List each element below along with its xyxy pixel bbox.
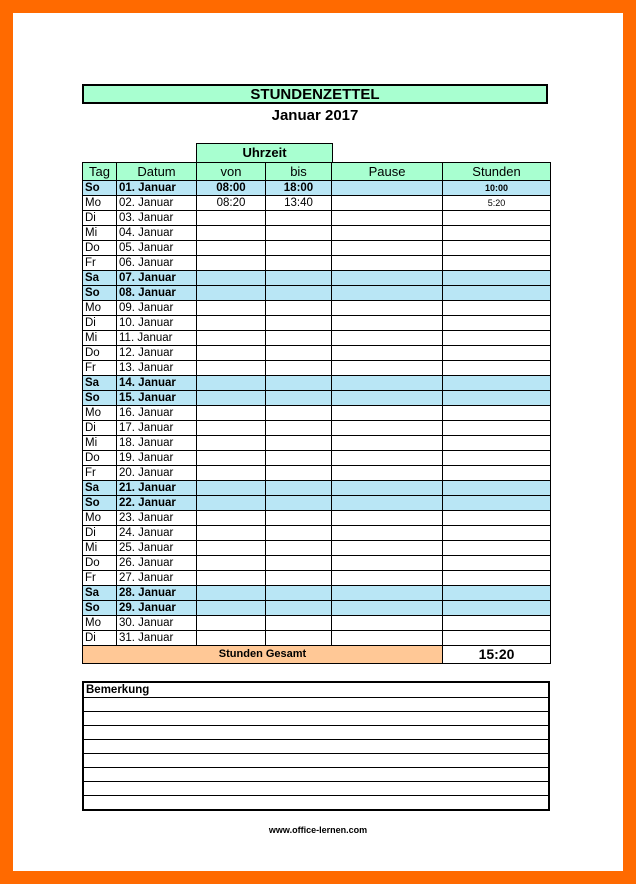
cell-pause[interactable] <box>332 556 443 571</box>
cell-tag: So <box>83 391 117 406</box>
cell-datum: 05. Januar <box>117 241 197 256</box>
cell-stunden[interactable] <box>443 316 551 331</box>
cell-von[interactable] <box>197 421 266 436</box>
cell-pause[interactable] <box>332 466 443 481</box>
cell-von[interactable] <box>197 586 266 601</box>
cell-tag: Do <box>83 451 117 466</box>
cell-stunden[interactable] <box>443 511 551 526</box>
cell-von[interactable] <box>197 481 266 496</box>
cell-tag: So <box>83 286 117 301</box>
cell-datum: 12. Januar <box>117 346 197 361</box>
cell-bis[interactable] <box>266 271 332 286</box>
cell-tag: Mo <box>83 196 117 211</box>
remarks-box <box>82 681 550 811</box>
cell-pause[interactable] <box>332 301 443 316</box>
table-row <box>83 496 551 511</box>
cell-bis[interactable] <box>266 256 332 271</box>
cell-datum: 22. Januar <box>117 496 197 511</box>
cell-tag: Mo <box>83 616 117 631</box>
cell-stunden[interactable] <box>443 376 551 391</box>
cell-stunden[interactable] <box>443 571 551 586</box>
cell-bis[interactable] <box>266 556 332 571</box>
remark-line[interactable] <box>84 796 548 809</box>
cell-von[interactable] <box>197 526 266 541</box>
cell-tag: Mo <box>83 406 117 421</box>
cell-bis[interactable] <box>266 346 332 361</box>
cell-stunden[interactable]: 10:00 <box>443 181 551 196</box>
cell-von[interactable] <box>197 496 266 511</box>
cell-datum: 31. Januar <box>117 631 197 646</box>
cell-tag: Fr <box>83 256 117 271</box>
cell-pause[interactable] <box>332 631 443 646</box>
cell-datum: 29. Januar <box>117 601 197 616</box>
cell-stunden[interactable] <box>443 556 551 571</box>
table-row <box>83 376 551 391</box>
cell-bis[interactable] <box>266 241 332 256</box>
table-row <box>83 421 551 436</box>
cell-stunden[interactable] <box>443 406 551 421</box>
cell-stunden[interactable] <box>443 256 551 271</box>
remark-line[interactable] <box>84 712 548 726</box>
cell-tag: Di <box>83 631 117 646</box>
table-row <box>83 271 551 286</box>
cell-datum: 24. Januar <box>117 526 197 541</box>
cell-datum: 03. Januar <box>117 211 197 226</box>
uhrzeit-header: Uhrzeit <box>196 143 333 163</box>
cell-bis[interactable] <box>266 511 332 526</box>
total-row <box>83 646 551 664</box>
cell-bis[interactable] <box>266 316 332 331</box>
cell-bis[interactable] <box>266 631 332 646</box>
header-von: von <box>197 163 266 181</box>
cell-datum: 10. Januar <box>117 316 197 331</box>
cell-bis[interactable] <box>266 331 332 346</box>
table-row <box>83 631 551 646</box>
cell-tag: Mo <box>83 511 117 526</box>
cell-stunden[interactable] <box>443 481 551 496</box>
cell-pause[interactable] <box>332 406 443 421</box>
cell-pause[interactable] <box>332 181 443 196</box>
cell-tag: Sa <box>83 586 117 601</box>
cell-pause[interactable] <box>332 241 443 256</box>
cell-von[interactable] <box>197 286 266 301</box>
header-tag: Tag <box>83 163 117 181</box>
cell-datum: 15. Januar <box>117 391 197 406</box>
cell-bis[interactable] <box>266 616 332 631</box>
cell-pause[interactable] <box>332 211 443 226</box>
table-row <box>83 226 551 241</box>
cell-von[interactable] <box>197 631 266 646</box>
cell-stunden[interactable] <box>443 451 551 466</box>
cell-datum: 28. Januar <box>117 586 197 601</box>
cell-bis[interactable] <box>266 526 332 541</box>
header-stunden: Stunden <box>443 163 551 181</box>
cell-pause[interactable] <box>332 541 443 556</box>
table-row <box>83 211 551 226</box>
cell-pause[interactable] <box>332 601 443 616</box>
cell-datum: 21. Januar <box>117 481 197 496</box>
remark-line[interactable] <box>84 726 548 740</box>
cell-pause[interactable] <box>332 361 443 376</box>
cell-pause[interactable] <box>332 481 443 496</box>
cell-bis[interactable] <box>266 361 332 376</box>
cell-stunden[interactable] <box>443 601 551 616</box>
cell-stunden[interactable] <box>443 286 551 301</box>
cell-stunden[interactable] <box>443 586 551 601</box>
cell-bis[interactable]: 18:00 <box>266 181 332 196</box>
cell-datum: 14. Januar <box>117 376 197 391</box>
cell-von[interactable] <box>197 301 266 316</box>
cell-tag: Do <box>83 346 117 361</box>
cell-stunden[interactable] <box>443 331 551 346</box>
table-row <box>83 586 551 601</box>
cell-datum: 13. Januar <box>117 361 197 376</box>
cell-tag: So <box>83 601 117 616</box>
cell-datum: 20. Januar <box>117 466 197 481</box>
cell-datum: 25. Januar <box>117 541 197 556</box>
table-row <box>83 526 551 541</box>
table-row <box>83 346 551 361</box>
cell-datum: 18. Januar <box>117 436 197 451</box>
cell-tag: Mi <box>83 541 117 556</box>
cell-tag: Di <box>83 316 117 331</box>
cell-pause[interactable] <box>332 436 443 451</box>
cell-von[interactable] <box>197 541 266 556</box>
table-row <box>83 361 551 376</box>
cell-stunden[interactable] <box>443 361 551 376</box>
cell-pause[interactable] <box>332 286 443 301</box>
cell-bis[interactable] <box>266 436 332 451</box>
total-label: Stunden Gesamt <box>83 646 443 664</box>
cell-datum: 06. Januar <box>117 256 197 271</box>
cell-stunden[interactable]: 5:20 <box>443 196 551 211</box>
cell-bis[interactable] <box>266 541 332 556</box>
table-row <box>83 511 551 526</box>
cell-von[interactable] <box>197 436 266 451</box>
cell-von[interactable] <box>197 451 266 466</box>
remark-line[interactable] <box>84 768 548 782</box>
timesheet-page <box>13 13 623 871</box>
remark-line[interactable] <box>84 754 548 768</box>
cell-stunden[interactable] <box>443 391 551 406</box>
page-subtitle: Januar 2017 <box>271 107 359 124</box>
cell-tag: Do <box>83 241 117 256</box>
cell-tag: Fr <box>83 571 117 586</box>
table-row <box>83 391 551 406</box>
header-bis: bis <box>266 163 332 181</box>
cell-datum: 19. Januar <box>117 451 197 466</box>
cell-von[interactable] <box>197 556 266 571</box>
cell-tag: Mi <box>83 436 117 451</box>
table-row <box>83 601 551 616</box>
cell-bis[interactable] <box>266 496 332 511</box>
cell-von[interactable] <box>197 571 266 586</box>
cell-datum: 04. Januar <box>117 226 197 241</box>
header-datum: Datum <box>117 163 197 181</box>
cell-tag: Sa <box>83 481 117 496</box>
cell-pause[interactable] <box>332 616 443 631</box>
cell-stunden[interactable] <box>443 421 551 436</box>
cell-von[interactable] <box>197 361 266 376</box>
cell-von[interactable] <box>197 391 266 406</box>
remarks-label: Bemerkung <box>84 683 548 698</box>
cell-stunden[interactable] <box>443 616 551 631</box>
cell-tag: Sa <box>83 376 117 391</box>
cell-stunden[interactable] <box>443 436 551 451</box>
cell-stunden[interactable] <box>443 211 551 226</box>
cell-stunden[interactable] <box>443 496 551 511</box>
cell-pause[interactable] <box>332 331 443 346</box>
cell-stunden[interactable] <box>443 346 551 361</box>
cell-pause[interactable] <box>332 346 443 361</box>
cell-von[interactable] <box>197 271 266 286</box>
cell-bis[interactable] <box>266 286 332 301</box>
table-row <box>83 331 551 346</box>
table-row <box>83 286 551 301</box>
cell-pause[interactable] <box>332 316 443 331</box>
cell-von[interactable] <box>197 406 266 421</box>
cell-stunden[interactable] <box>443 241 551 256</box>
page-title: STUNDENZETTEL <box>82 84 548 104</box>
table-row <box>83 181 551 196</box>
cell-pause[interactable] <box>332 376 443 391</box>
cell-pause[interactable] <box>332 511 443 526</box>
cell-pause[interactable] <box>332 271 443 286</box>
cell-datum: 30. Januar <box>117 616 197 631</box>
table-row <box>83 196 551 211</box>
cell-tag: Mo <box>83 301 117 316</box>
cell-bis[interactable] <box>266 481 332 496</box>
cell-von[interactable] <box>197 511 266 526</box>
cell-von[interactable]: 08:20 <box>197 196 266 211</box>
cell-bis[interactable] <box>266 391 332 406</box>
cell-tag: Mi <box>83 226 117 241</box>
cell-stunden[interactable] <box>443 466 551 481</box>
table-row <box>83 436 551 451</box>
cell-von[interactable] <box>197 466 266 481</box>
cell-datum: 08. Januar <box>117 286 197 301</box>
cell-von[interactable] <box>197 241 266 256</box>
cell-bis[interactable] <box>266 586 332 601</box>
cell-datum: 16. Januar <box>117 406 197 421</box>
cell-pause[interactable] <box>332 526 443 541</box>
table-row <box>83 301 551 316</box>
cell-von[interactable] <box>197 316 266 331</box>
cell-von[interactable] <box>197 211 266 226</box>
cell-bis[interactable] <box>266 601 332 616</box>
cell-tag: Fr <box>83 361 117 376</box>
total-value[interactable]: 15:20 <box>443 646 551 664</box>
cell-bis[interactable] <box>266 406 332 421</box>
table-row <box>83 466 551 481</box>
table-row <box>83 571 551 586</box>
table-row <box>83 481 551 496</box>
cell-von[interactable]: 08:00 <box>197 181 266 196</box>
cell-tag: Di <box>83 421 117 436</box>
cell-datum: 02. Januar <box>117 196 197 211</box>
cell-tag: Di <box>83 526 117 541</box>
cell-von[interactable] <box>197 226 266 241</box>
cell-bis[interactable] <box>266 301 332 316</box>
table-row <box>83 256 551 271</box>
footer-url: www.office-lernen.com <box>268 825 368 835</box>
cell-bis[interactable] <box>266 571 332 586</box>
cell-stunden[interactable] <box>443 631 551 646</box>
cell-tag: Do <box>83 556 117 571</box>
cell-datum: 26. Januar <box>117 556 197 571</box>
table-row <box>83 316 551 331</box>
header-pause: Pause <box>332 163 443 181</box>
cell-tag: Mi <box>83 331 117 346</box>
cell-von[interactable] <box>197 256 266 271</box>
cell-pause[interactable] <box>332 586 443 601</box>
cell-pause[interactable] <box>332 226 443 241</box>
cell-von[interactable] <box>197 616 266 631</box>
cell-stunden[interactable] <box>443 526 551 541</box>
cell-von[interactable] <box>197 346 266 361</box>
cell-datum: 23. Januar <box>117 511 197 526</box>
cell-pause[interactable] <box>332 571 443 586</box>
cell-bis[interactable]: 13:40 <box>266 196 332 211</box>
cell-bis[interactable] <box>266 211 332 226</box>
table-row <box>83 616 551 631</box>
cell-datum: 07. Januar <box>117 271 197 286</box>
cell-datum: 01. Januar <box>117 181 197 196</box>
cell-stunden[interactable] <box>443 271 551 286</box>
remarks-lines[interactable] <box>84 698 548 809</box>
cell-tag: Fr <box>83 466 117 481</box>
table-row <box>83 556 551 571</box>
cell-von[interactable] <box>197 331 266 346</box>
cell-pause[interactable] <box>332 256 443 271</box>
cell-pause[interactable] <box>332 451 443 466</box>
table-row <box>83 241 551 256</box>
table-header-row <box>83 163 551 181</box>
cell-bis[interactable] <box>266 376 332 391</box>
cell-von[interactable] <box>197 376 266 391</box>
remark-line[interactable] <box>84 740 548 754</box>
timesheet-table <box>82 162 551 664</box>
cell-tag: Sa <box>83 271 117 286</box>
table-row <box>83 541 551 556</box>
cell-tag: So <box>83 496 117 511</box>
remark-line[interactable] <box>84 698 548 712</box>
cell-pause[interactable] <box>332 391 443 406</box>
cell-tag: So <box>83 181 117 196</box>
cell-von[interactable] <box>197 601 266 616</box>
cell-datum: 11. Januar <box>117 331 197 346</box>
cell-stunden[interactable] <box>443 301 551 316</box>
cell-bis[interactable] <box>266 466 332 481</box>
remark-line[interactable] <box>84 782 548 796</box>
cell-stunden[interactable] <box>443 541 551 556</box>
table-row <box>83 406 551 421</box>
cell-bis[interactable] <box>266 226 332 241</box>
table-row <box>83 451 551 466</box>
cell-bis[interactable] <box>266 451 332 466</box>
cell-pause[interactable] <box>332 496 443 511</box>
cell-datum: 27. Januar <box>117 571 197 586</box>
cell-bis[interactable] <box>266 421 332 436</box>
cell-datum: 09. Januar <box>117 301 197 316</box>
cell-pause[interactable] <box>332 196 443 211</box>
table-body <box>83 181 551 646</box>
cell-stunden[interactable] <box>443 226 551 241</box>
cell-tag: Di <box>83 211 117 226</box>
cell-pause[interactable] <box>332 421 443 436</box>
cell-datum: 17. Januar <box>117 421 197 436</box>
